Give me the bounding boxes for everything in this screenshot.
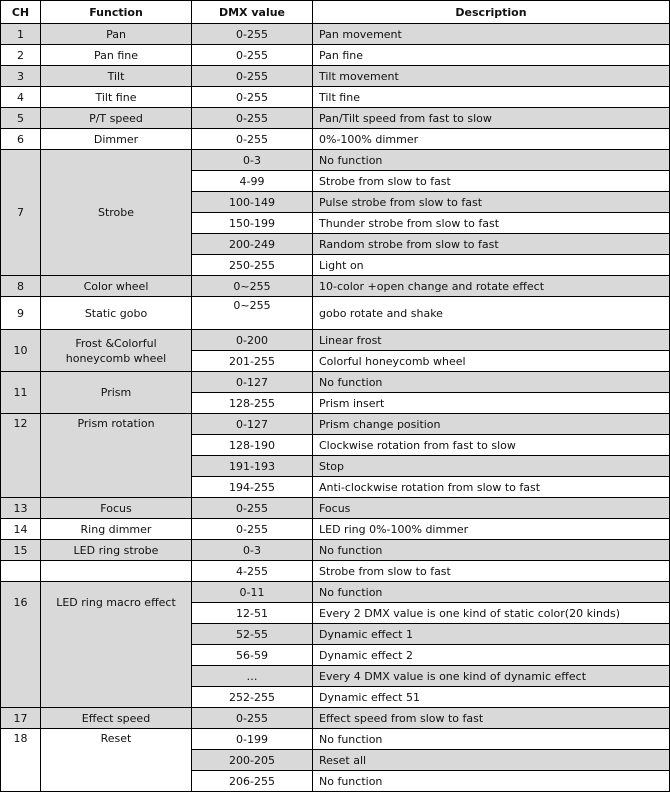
function-cell: Reset — [41, 729, 192, 792]
description-cell: gobo rotate and shake — [313, 297, 670, 330]
table-row — [1, 129, 670, 150]
description-cell: Strobe from slow to fast — [313, 561, 670, 582]
ch-cell: 5 — [1, 108, 41, 129]
table-row — [1, 330, 670, 351]
function-cell: LED ring strobe — [41, 540, 192, 561]
table-row — [1, 414, 670, 435]
header-ch: CH — [1, 1, 41, 24]
ch-cell: 16 — [1, 582, 41, 708]
dmx-cell: 0-200 — [192, 330, 313, 351]
description-cell: Linear frost — [313, 330, 670, 351]
table-row — [1, 519, 670, 540]
ch-cell: 1 — [1, 24, 41, 45]
function-cell: Tilt fine — [41, 87, 192, 108]
function-cell: Static gobo — [41, 297, 192, 330]
description-cell: No function — [313, 150, 670, 171]
table-row — [1, 297, 670, 330]
ch-cell: 10 — [1, 330, 41, 372]
description-cell: Thunder strobe from slow to fast — [313, 213, 670, 234]
description-cell: Focus — [313, 498, 670, 519]
ch-cell: 18 — [1, 729, 41, 792]
dmx-cell: 150-199 — [192, 213, 313, 234]
dmx-cell: 201-255 — [192, 351, 313, 372]
description-cell: LED ring 0%-100% dimmer — [313, 519, 670, 540]
description-cell: Pan fine — [313, 45, 670, 66]
dmx-cell: 12-51 — [192, 603, 313, 624]
table-row — [1, 561, 670, 582]
dmx-cell: 191-193 — [192, 456, 313, 477]
table-row — [1, 276, 670, 297]
function-cell — [41, 561, 192, 582]
table-row — [1, 498, 670, 519]
description-cell: Anti-clockwise rotation from slow to fast — [313, 477, 670, 498]
description-cell: Every 4 DMX value is one kind of dynamic effect — [313, 666, 670, 687]
description-cell: No function — [313, 771, 670, 792]
description-cell: No function — [313, 582, 670, 603]
table-row — [1, 45, 670, 66]
dmx-cell: … — [192, 666, 313, 687]
dmx-cell: 0-255 — [192, 66, 313, 87]
function-cell: Focus — [41, 498, 192, 519]
description-cell: Stop — [313, 456, 670, 477]
dmx-cell: 252-255 — [192, 687, 313, 708]
dmx-cell: 0-3 — [192, 150, 313, 171]
ch-cell: 15 — [1, 540, 41, 561]
ch-cell: 12 — [1, 414, 41, 498]
ch-cell: 2 — [1, 45, 41, 66]
dmx-cell: 52-55 — [192, 624, 313, 645]
header-function: Function — [41, 1, 192, 24]
dmx-cell: 0-255 — [192, 498, 313, 519]
function-cell: Prism rotation — [41, 414, 192, 498]
description-cell: Dynamic effect 51 — [313, 687, 670, 708]
ch-cell: 6 — [1, 129, 41, 150]
dmx-cell: 0-199 — [192, 729, 313, 750]
description-cell: Pan movement — [313, 24, 670, 45]
description-cell: Pulse strobe from slow to fast — [313, 192, 670, 213]
description-cell: Strobe from slow to fast — [313, 171, 670, 192]
function-cell: Ring dimmer — [41, 519, 192, 540]
dmx-cell: 0-255 — [192, 108, 313, 129]
description-cell: Colorful honeycomb wheel — [313, 351, 670, 372]
function-cell: Effect speed — [41, 708, 192, 729]
function-cell: Pan fine — [41, 45, 192, 66]
dmx-cell: 0-11 — [192, 582, 313, 603]
function-cell: Tilt — [41, 66, 192, 87]
table-row — [1, 582, 670, 603]
dmx-cell: 206-255 — [192, 771, 313, 792]
table-row — [1, 372, 670, 393]
function-cell: LED ring macro effect — [41, 582, 192, 708]
ch-cell: 7 — [1, 150, 41, 276]
function-cell: Color wheel — [41, 276, 192, 297]
dmx-cell: 4-99 — [192, 171, 313, 192]
description-cell: Dynamic effect 2 — [313, 645, 670, 666]
ch-cell: 4 — [1, 87, 41, 108]
dmx-cell: 0-255 — [192, 45, 313, 66]
ch-cell: 3 — [1, 66, 41, 87]
description-cell: Prism change position — [313, 414, 670, 435]
description-cell: Clockwise rotation from fast to slow — [313, 435, 670, 456]
table-row — [1, 24, 670, 45]
table-row — [1, 108, 670, 129]
dmx-cell: 0-255 — [192, 519, 313, 540]
dmx-cell: 4-255 — [192, 561, 313, 582]
table-row — [1, 540, 670, 561]
dmx-cell: 100-149 — [192, 192, 313, 213]
header-dmx-value: DMX value — [192, 1, 313, 24]
dmx-cell: 0-3 — [192, 540, 313, 561]
description-cell: Tilt fine — [313, 87, 670, 108]
description-cell: Reset all — [313, 750, 670, 771]
description-cell: No function — [313, 540, 670, 561]
description-cell: No function — [313, 372, 670, 393]
dmx-cell: 56-59 — [192, 645, 313, 666]
ch-cell — [1, 561, 41, 582]
description-cell: Effect speed from slow to fast — [313, 708, 670, 729]
ch-cell: 11 — [1, 372, 41, 414]
dmx-cell: 128-255 — [192, 393, 313, 414]
description-cell: Tilt movement — [313, 66, 670, 87]
ch-cell: 9 — [1, 297, 41, 330]
table-row — [1, 87, 670, 108]
ch-cell: 14 — [1, 519, 41, 540]
dmx-cell: 200-205 — [192, 750, 313, 771]
dmx-cell: 0-127 — [192, 414, 313, 435]
table-header-row — [1, 1, 670, 24]
table-row — [1, 66, 670, 87]
dmx-cell: 0-255 — [192, 129, 313, 150]
header-description: Description — [313, 1, 670, 24]
dmx-cell: 0-255 — [192, 708, 313, 729]
function-cell: Frost &Colorful honeycomb wheel — [41, 330, 192, 372]
description-cell: Pan/Tilt speed from fast to slow — [313, 108, 670, 129]
dmx-cell: 0~255 — [192, 297, 313, 330]
dmx-cell: 0-127 — [192, 372, 313, 393]
description-cell: Dynamic effect 1 — [313, 624, 670, 645]
description-cell: 0%-100% dimmer — [313, 129, 670, 150]
description-cell: Random strobe from slow to fast — [313, 234, 670, 255]
function-cell: Dimmer — [41, 129, 192, 150]
table-row — [1, 708, 670, 729]
description-cell: 10-color +open change and rotate effect — [313, 276, 670, 297]
dmx-cell: 128-190 — [192, 435, 313, 456]
description-cell: No function — [313, 729, 670, 750]
dmx-cell: 194-255 — [192, 477, 313, 498]
dmx-cell: 0~255 — [192, 276, 313, 297]
function-cell: P/T speed — [41, 108, 192, 129]
dmx-cell: 0-255 — [192, 87, 313, 108]
dmx-cell: 0-255 — [192, 24, 313, 45]
dmx-cell: 250-255 — [192, 255, 313, 276]
function-cell: Pan — [41, 24, 192, 45]
function-cell: Prism — [41, 372, 192, 414]
ch-cell: 17 — [1, 708, 41, 729]
table-row — [1, 729, 670, 750]
ch-cell: 13 — [1, 498, 41, 519]
description-cell: Every 2 DMX value is one kind of static color(20 kinds) — [313, 603, 670, 624]
ch-cell: 8 — [1, 276, 41, 297]
description-cell: Light on — [313, 255, 670, 276]
function-cell: Strobe — [41, 150, 192, 276]
dmx-cell: 200-249 — [192, 234, 313, 255]
table-row — [1, 150, 670, 171]
description-cell: Prism insert — [313, 393, 670, 414]
